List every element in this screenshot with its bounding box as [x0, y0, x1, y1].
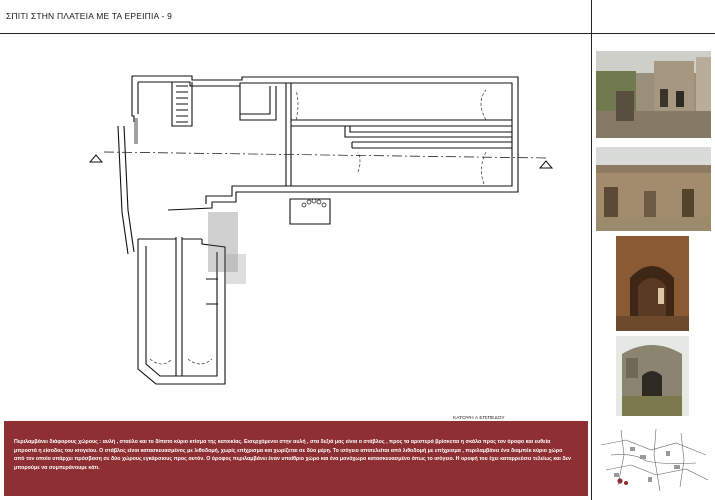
location-map — [596, 425, 711, 495]
plan-caption: ΚΑΤΟΨΗ Α ΕΠΙΠΕΔΟΥ — [453, 416, 505, 421]
ruins-courtyard-photo — [596, 51, 711, 138]
floor-plan-area — [0, 34, 591, 420]
floor-plan-drawing — [0, 34, 591, 420]
page-title: ΣΠΙΤΙ ΣΤΗΝ ΠΛΑΤΕΙΑ ΜΕ ΤΑ ΕΡΕΙΠΙΑ - 9 — [6, 11, 173, 21]
arched-doorway-photo — [616, 236, 689, 331]
stone-ruin-photo — [616, 336, 689, 416]
ruined-walls-photo — [596, 147, 711, 231]
sidebar-divider — [591, 0, 592, 500]
description-text: Περιλαμβάνει διάφορους χώρους : αυλή , σταύλο και το δίπατο κύριο κτίσμα της κατοικίας. Εισερχόμενοι στην αυλή , στα δεξιά μας είναι ο στάβλος , προς τα αριστερά βρίσκεται η σκάλα προς τον όροφο και ευθεία μπροστά η είσοδος του ισογείου. Ο στάβλος είναι κατασκευασμένος με λιθοδομή, χωρίς επίχρισμα και χωρίζεται σε δύο μέρη. Το ισόγειο αποτελείται από λιθοδομή με επίχρισμα , περιλαμβάνει ένα διαμπέκ κύριο χώρο από τον οποίο υπάρχει πρόσβαση σε δύο χώρους εγκάρσιους προς αυτόν. Ο όροφος περιλαμβάνει έναν υπαίθριο χώρο και ένα μονόχωρο κατασκευασμένο όπως το ισόγειο. Η οροφή του έχει καταρρεύσει τελείως και δεν μπορούμε να συμπεράνουμε κάτι. — [14, 439, 571, 471]
description-band — [4, 421, 588, 496]
